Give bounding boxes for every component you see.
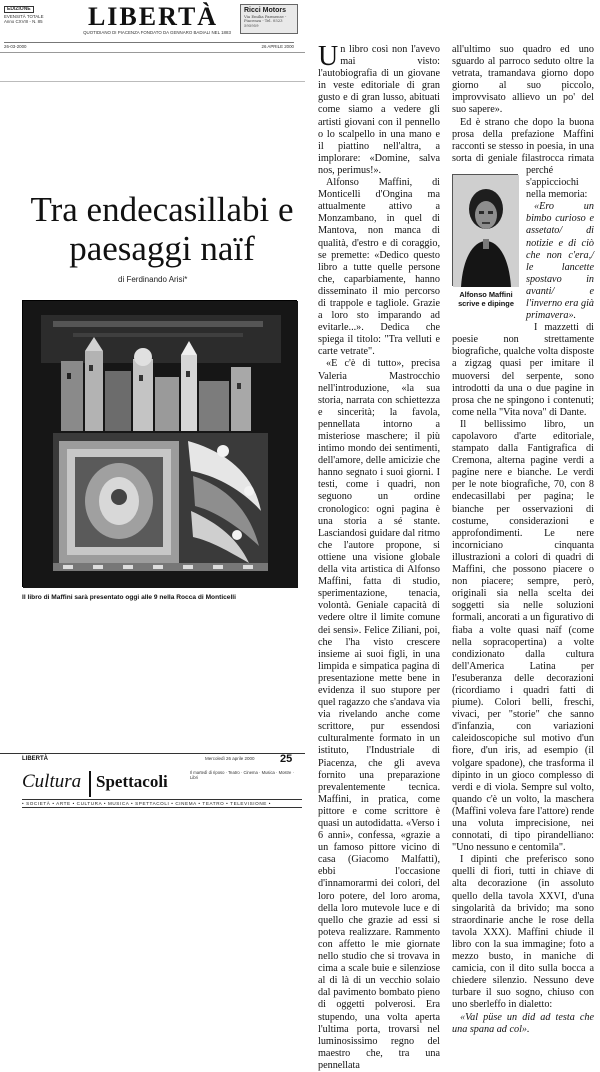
edition-box: EDIZIONE (4, 6, 34, 13)
article-headline: Tra endecasillabi e paesaggi naïf (30, 190, 294, 268)
author-portrait-caption: Alfonso Maffini scrive e dipinge (458, 290, 514, 308)
portrait-illustration (453, 175, 519, 287)
newspaper-logo: LIBERTÀ (87, 2, 219, 31)
advert-text: Via Emilia Parmense - Piacenza - Tel. 0523 595959 (244, 14, 287, 28)
drop-cap: U (318, 41, 339, 72)
masthead-rule (0, 52, 305, 53)
article-byline: di Ferdinando Arisi* (118, 275, 188, 284)
author-portrait-photo (452, 174, 518, 286)
advert-brand: Ricci Motors (244, 7, 287, 14)
painting-illustration (23, 301, 298, 588)
masthead-edition-info (4, 6, 62, 24)
article-paragraph: all'ultimo suo quadro ed uno sguardo al parroco seduto oltre la vetrata, tramandava giorno dopo giorno al suo piccolo, improvvisato allievo un po' del suo sapere». (452, 44, 594, 116)
section-paper-name: LIBERTÀ (22, 756, 48, 762)
section-title-cultura: Cultura (22, 771, 82, 792)
article-poem: «Ero un bimbo curioso e assetato/ di notizie e di ciò che non c'era,/ le lancette spostavo in avanti/ e l'inverno era già primavera». (526, 201, 594, 322)
edition-line-2: Anno CXVIII - N. 85 (4, 19, 43, 24)
newspaper-masthead (0, 0, 305, 82)
article-paragraph (318, 41, 440, 177)
article-paragraph: I mazzetti di poesie non strettamente biografiche, qualche volta disposte a zigzag quasi per imitare il muoversi del serpente, sono introdotti da una o due pagine in prosa che ne spingono i contenuti; come nella "Vita nova" di Dante. (452, 322, 595, 418)
masthead-date-right: 26 APRILE 2000 (261, 44, 294, 49)
article-paragraph: Il bellissimo libro, un capolavoro d'arte editoriale, stampato dalla Fantigrafica di Cremona, alterna pagine verdi a pagine nere e bianche. Le verdi per le note biografiche, 70, con 8 endecasillabi per pagina; le bianche per osservazioni di costume, considerazioni e approfondimenti. Le nere incorniciano cinquanta illustrazioni a colori di quadri di Maffini, che possono piacere o non piacere; sempre, però, originali sia nella scelta dei soggetti sia nelle soluzioni formali, ancorati a un figurativo di fiaba a volte quasi naïf (come nella sopracopertina) a volte condizionato dalla cultura dell'America Latina per l'esuberanza delle decorazioni (ricordiamo i quadri fatti di piume). Colori belli, freschi, vivaci, per "storie" che sanno d'infanzia, con variazioni caleidoscopiche sul motivo d'un fiore, d'un iris, ad esempio (il volgare spadone), che trasforma il dipinto in un gioco complesso di verdi e di viola. Sempre sul volto, quando c'è un volto, la maschera (Maffini voleva fare l'attore) rende una voluta imprecisione, nei connotati, di tipo pirandelliano: "Uno nessuno e centomila". (452, 418, 594, 854)
article-column-1 (318, 41, 440, 1071)
article-paragraph: Alfonso Maffini, di Monticelli d'Ongina ma attualmente attivo a Monzambano, in quel di Mantova, non manca di qualità, d'estro e di coraggio, se premette: «Dedico questo libro a tutte quelle persone che, caparbiamente, hanno disseminato il mio percorso di trappole e tagliole. Grazie a loro sto imparando ad evitarle...». Dedica che spiega il titolo: "Tra velluti e carte vetrate". (318, 177, 440, 358)
section-page-number: 25 (280, 753, 293, 765)
paragraph-text: n libro così non l'avevo mai visto: l'autobiografia di un giovane in veste editoriale di gran gusto e di gran lusso, abituati come siamo a vedere gli artisti giovani con il pennello o lo scalpello in una mano e il piattino nell'altra, a implorare: «Domine, salva nos, perimus!». (318, 44, 440, 176)
section-header-note: Il martedì di riposo · Teatro · Cinema · Musica · Mostre · Libri (190, 770, 294, 780)
masthead-tagline: QUOTIDIANO DI PIACENZA FONDATO DA GENNARO BADIALI NEL 1883 (83, 30, 231, 35)
article-paragraph: «E c'è di tutto», precisa Valeria Mastrocchio nell'introduzione, «la sua storia, narrata con schiettezza e sincerità; la favola, pennellata intorno a misteriose maschere; il più intimo mondo dei sentimenti, dell'amore, delle amicizie che hanno segnato i suoi giorni. I testi, come i quadri, non seguono un ordine cronologico: ogni pagina è una storia a sé stante. Lasciandosi guidare dal ritmo che l'autore propone, si ottiene una visione globale della vita artistica di Alfonso Maffini, fatta di studio, sperimentazione, tenacia, volontà. Geniale capacità di vedere oltre il limite comune dei sensi». Felice Ziliani, poi, che l'ha visto crescere insieme ai suoi figli, in una limpida e simpatica pagina di presentazione mette bene in evidenza il suo stupore per quel ragazzo che s'andava via via rivelando anche come scrittore, pur essendosi culturalmente formato in un istituto, l'Industriale di Piacenza, che gli aveva fornito una preparazione prevalentemente tecnica. Maffini, in pratica, come pittore e come scrittore è quasi un autodidatta. «Verso i 6 anni», confessa, «grazie a un famoso pittore vicino di casa (Giacomo Malfatti), ebbi l'occasione d'innamorarmi dei colori, del loro potere, del loro aroma, della loro mutevole luce e di quello che grazie ad essi si poteva realizzare. Rammento con affetto le mie giornate nello studio che si trovava in cima a scale buie e silenziose al di là di un vecchio solaio dal pavimento bombato pieno di oggetti polverosi. Era stupendo, una volta aperta l'ultima porta, trovarsi nel luminosissimo regno del maestro che, tra una pennellata (318, 358, 440, 1071)
article-body-page (306, 36, 600, 1071)
masthead-advert (240, 4, 298, 34)
article-paragraph: I dipinti che preferisco sono quelli di fiori, tutti in chiave di alta decorazione (in assoluto quello della tavola XXVI, d'una singolarità da brivido; ma sono straordinarie anche le rose della tavola XXX). Maffini chiude il libro con la sua immagine; foto a mezzo busto, in maniche di camicia, con il dito sulla bocca a chiedere silenzio. Nessuno deve turbare il suo sogno, chiuso con uno sberleffo in dialetto: (452, 854, 594, 1011)
article-paragraph: Ed è strano che dopo la buona prosa della prefazione Maffini racconti se stesso in poesia, in una sorta di geniale filastrocca rimata perché s'appicciochi nella memoria: (452, 116, 594, 201)
section-date: Mercoledì 26 aprile 2000 (205, 756, 255, 761)
article-closing-quote: «Val püse un did ad testa che una spana ad col». (452, 1011, 594, 1035)
section-title-spettacoli: Spettacoli (96, 772, 168, 791)
edition-line-1: EVENSITÀ TOTALE (4, 14, 44, 19)
author-portrait-block (452, 174, 520, 332)
section-rubrics-bar: • SOCIETÀ • ARTE • CULTURA • MUSICA • SPETTACOLI • CINEMA • TEATRO • TELEVISIONE • (22, 799, 302, 808)
section-title-divider (89, 771, 91, 797)
article-column-2 (452, 44, 595, 1035)
masthead-date-row (4, 42, 294, 49)
photo-caption: Il libro di Maffini sarà presentato oggi alle 9 nella Rocca di Monticelli (22, 594, 236, 601)
book-cover-painting (22, 300, 297, 587)
section-top-rule (0, 753, 305, 754)
section-page-header (0, 752, 305, 810)
masthead-date-left: 26-03-2000 (4, 44, 27, 49)
